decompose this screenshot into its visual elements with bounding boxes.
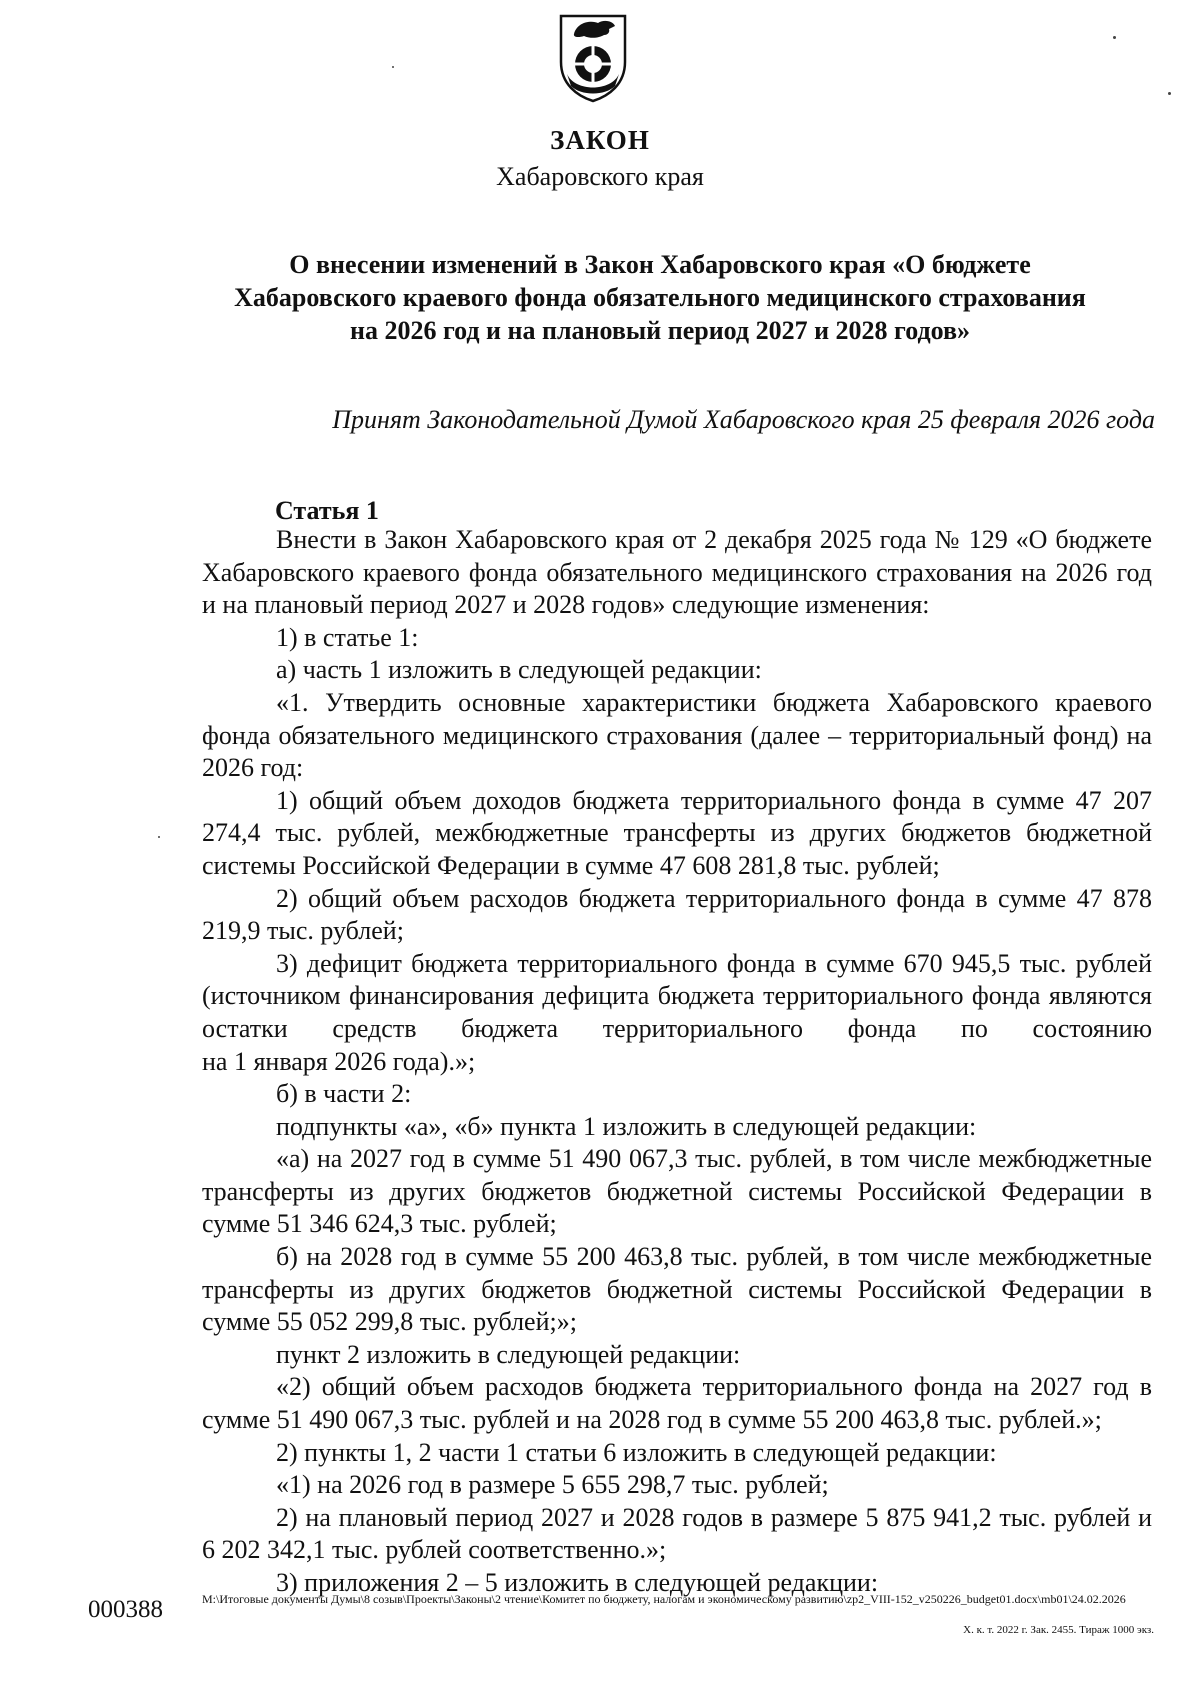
document-number: 000388 bbox=[88, 1596, 163, 1623]
paragraph: «1. Утвердить основные характеристики бюджета Хабаровского краевого фонда обязательного медицинского страхования (далее – территориальный фонд) на 2026 год: bbox=[202, 687, 1152, 783]
scan-speck bbox=[158, 836, 160, 838]
article-body bbox=[202, 524, 1152, 1600]
footer-print-info: Х. к. т. 2022 г. Зак. 2455. Тираж 1000 экз. bbox=[963, 1624, 1154, 1636]
paragraph: «а) на 2027 год в сумме 51 490 067,3 тыс. рублей, в том числе межбюджетные трансферты из других бюджетов бюджетной системы Российской Федерации в сумме 51 346 624,3 тыс. рублей; bbox=[202, 1144, 1152, 1239]
law-title-line: О внесении изменений в Закон Хабаровского края «О бюджете bbox=[289, 250, 1031, 279]
article-heading: Статья 1 bbox=[275, 496, 379, 525]
law-title-line: на 2026 год и на плановый период 2027 и 2028 годов» bbox=[349, 316, 971, 345]
document-type-title: ЗАКОН bbox=[550, 125, 650, 155]
paragraph: а) часть 1 изложить в следующей редакции: bbox=[276, 655, 762, 685]
paragraph: 1) в статье 1: bbox=[276, 622, 419, 652]
scan-speck bbox=[1113, 36, 1116, 39]
scan-speck bbox=[1168, 92, 1171, 95]
law-title-line: Хабаровского краевого фонда обязательного медицинского страхования bbox=[234, 283, 1086, 312]
paragraph: Внести в Закон Хабаровского края от 2 декабря 2025 года № 129 «О бюджете Хабаровского краевого фонда обязательного медицинского страхования на 2026 год и на плановый период 2027 и 2028 годов» следующие изменения: bbox=[202, 525, 1152, 620]
paragraph: пункт 2 изложить в следующей редакции: bbox=[276, 1339, 741, 1369]
paragraph: «1) на 2026 год в размере 5 655 298,7 тыс. рублей; bbox=[276, 1470, 829, 1500]
paragraph: 1) общий объем доходов бюджета территориального фонда в сумме 47 207 274,4 тыс. рублей, межбюджетные трансферты из других бюджетов бюджетной системы Российской Федерации в сумме 47 608 281,8 тыс. рублей; bbox=[202, 785, 1152, 880]
paragraph: 2) пункты 1, 2 части 1 статьи 6 изложить в следующей редакции: bbox=[276, 1437, 997, 1467]
document-region: Хабаровского края bbox=[496, 162, 704, 191]
footer-file-path: M:\Итоговые документы Думы\8 созыв\Проекты\Законы\2 чтение\Комитет по бюджету, налогам и экономическому развитию\zp2_VIII-152_v250226_budget01.docx\mb01\24.02.2026 bbox=[202, 1592, 1126, 1606]
paragraph: 3) дефицит бюджета территориального фонда в сумме 670 945,5 тыс. рублей (источником финансирования дефицита бюджета территориального фонда являются остатки средств бюджета территориального фонда по состоянию bbox=[202, 948, 1152, 1043]
paragraph: 2) на плановый период 2027 и 2028 годов в размере 5 875 941,2 тыс. рублей и 6 202 342,1 тыс. рублей соответственно.»; bbox=[202, 1502, 1152, 1565]
law-title bbox=[230, 248, 1090, 347]
paragraph: «2) общий объем расходов бюджета территориального фонда на 2027 год в сумме 51 490 067,3 тыс. рублей и на 2028 год в сумме 55 200 463,8 тыс. рублей.»; bbox=[202, 1372, 1152, 1435]
adoption-note: Принят Законодательной Думой Хабаровского края 25 февраля 2026 года bbox=[332, 405, 1155, 434]
coat-of-arms-emblem bbox=[557, 12, 629, 104]
paragraph: 3) приложения 2 – 5 изложить в следующей редакции: bbox=[276, 1568, 879, 1597]
scan-speck bbox=[392, 66, 394, 68]
paragraph: б) на 2028 год в сумме 55 200 463,8 тыс. рублей, в том числе межбюджетные трансферты из других бюджетов бюджетной системы Российской Федерации в сумме 55 052 299,8 тыс. рублей;»; bbox=[202, 1242, 1152, 1337]
paragraph: б) в части 2: bbox=[276, 1079, 412, 1109]
paragraph: подпункты «а», «б» пункта 1 изложить в следующей редакции: bbox=[276, 1111, 977, 1141]
paragraph: 2) общий объем расходов бюджета территориального фонда в сумме 47 878 219,9 тыс. рублей; bbox=[202, 883, 1152, 946]
paragraph: на 1 января 2026 года).»; bbox=[202, 1046, 476, 1076]
